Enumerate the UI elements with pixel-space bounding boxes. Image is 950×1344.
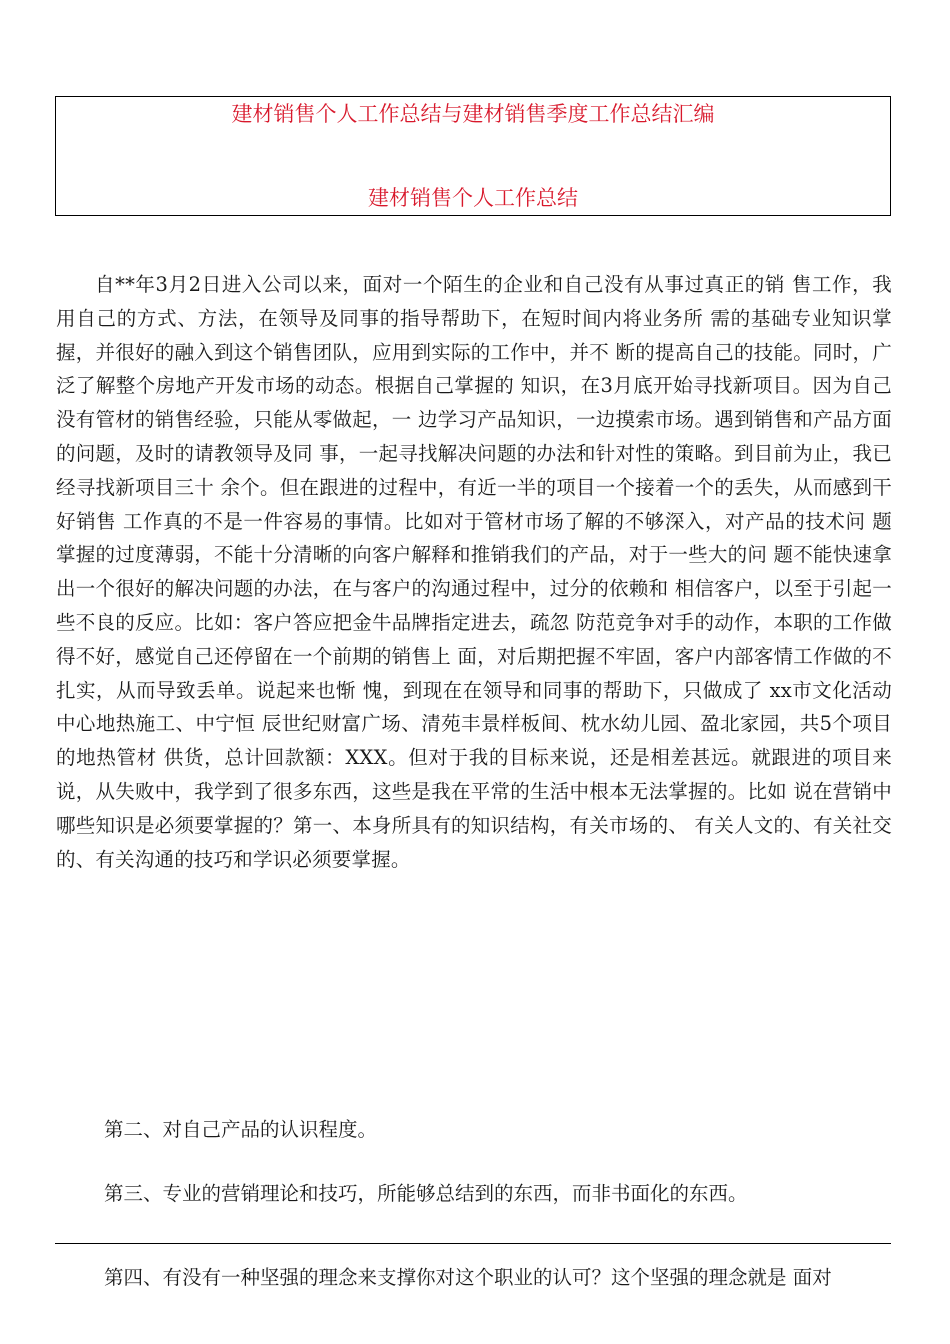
page-divider bbox=[55, 1243, 891, 1244]
body-paragraph: 自**年3月2日进入公司以来，面对一个陌生的企业和自己没有从事过真正的销 售工作，我用自己的方式、方法，在领导及同事的指导帮助下，在短时间内将业务所 需的基础专业知识掌握，并很好的融入到这个销售团队，应用到实际的工作中，并不 断的提高自己的技能。同时，广泛了解整个房地产开发市场的动态。根据自己掌握的 知识，在3月底开始寻找新项目。因为自己没有管材的销售经验，只能从零做起，一 边学习产品知识，一边摸索市场。遇到销售和产品方面的问题，及时的请教领导及同 事，一起寻找解决问题的办法和针对性的策略。到目前为止，我已经寻找新项目三十 余个。但在跟进的过程中，有近一半的项目一个接着一个的丢失，从而感到干好销售 工作真的不是一件容易的事情。比如对于管材市场了解的不够深入，对产品的技术问 题掌握的过度薄弱，不能十分清晰的向客户解释和推销我们的产品，对于一些大的问 题不能快速拿出一个很好的解决问题的办法，在与客户的沟通过程中，过分的依赖和 相信客户，以至于引起一些不良的反应。比如：客户答应把金牛品牌指定进去，疏忽 防范竞争对手的动作，本职的工作做得不好，感觉自己还停留在一个前期的销售上 面，对后期把握不牢固，客户内部客情工作做的不扎实，从而导致丢单。说起来也惭 愧，到现在在领导和同事的帮助下，只做成了 xx市文化活动中心地热施工、中宁恒 辰世纪财富广场、清苑丰景样板间、枕水幼儿园、盈北家园，共5个项目的地热管材 供货，总计回款额：XXX。但对于我的目标来说，还是相差甚远。就跟进的项目来 说，从失败中，我学到了很多东西，这些是我在平常的生活中根本无法掌握的。比如 说在营销中哪些知识是必须要掌握的？第一、本身所具有的知识结构，有关市场的、 有关人文的、有关社交的、有关沟通的技巧和学识必须要掌握。 bbox=[56, 273, 892, 871]
point-three: 第三、专业的营销理论和技巧，所能够总结到的东西，而非书面化的东西。 bbox=[104, 1182, 748, 1205]
point-four: 第四、有没有一种坚强的理念来支撑你对这个职业的认可？这个坚强的理念就是 面对 bbox=[104, 1266, 832, 1289]
point-two: 第二、对自己产品的认识程度。 bbox=[104, 1118, 378, 1141]
title-box bbox=[55, 96, 891, 216]
document-sub-title: 建材销售个人工作总结 bbox=[368, 186, 578, 210]
document-main-title: 建材销售个人工作总结与建材销售季度工作总结汇编 bbox=[231, 102, 715, 126]
